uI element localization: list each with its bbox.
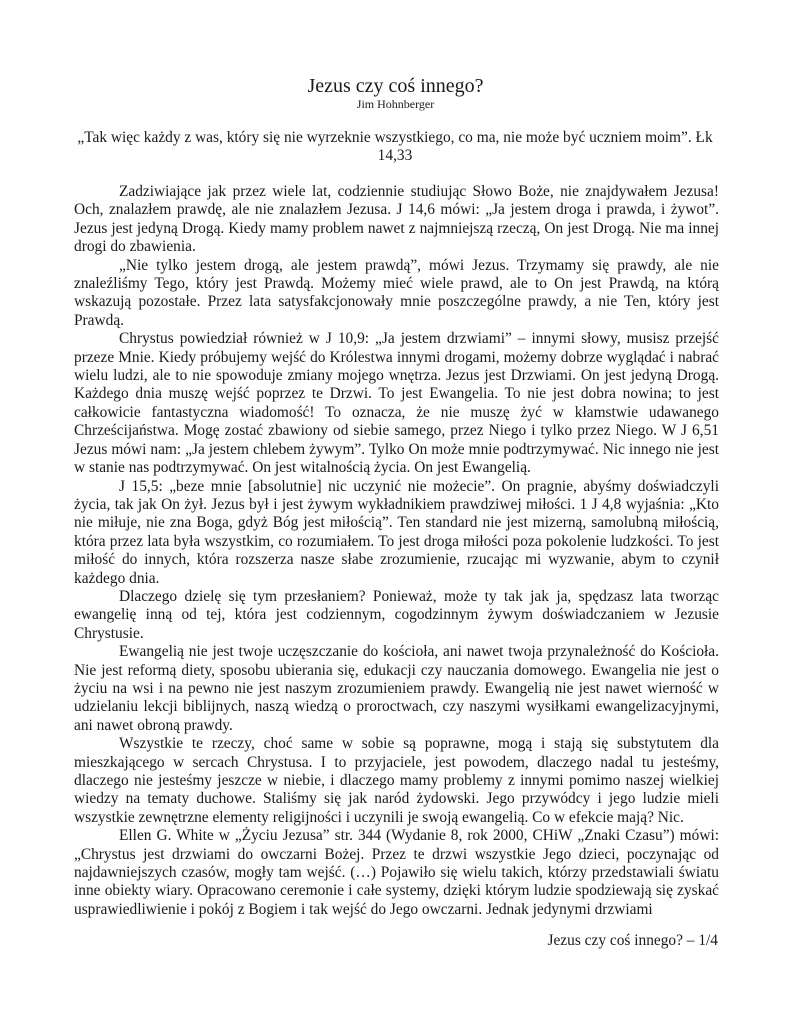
document-author: Jim Hohnberger bbox=[356, 97, 435, 111]
body-paragraph: Ellen G. White w „Życiu Jezusa” str. 344 (Wydanie 8, rok 2000, CHiW „Znaki Czasu”) mówi: „Chrystus jest drzwiami do owczarni Bożej. Przez te drzwi wszystkie Jego dzieci, poczynając od najdawniejszych czasów, mogły tam wejść. (…) Pojawiło się wielu takich, którzy przedstawiali światu inne obiekty wiary. Opracowano ceremonie i całe systemy, dzięki którym ludzie spodziewają się zyskać usprawiedliwienie i pokój z Bogiem i tak wejść do Jego owczarni. Jednak jedynymi drzwiami bbox=[74, 827, 719, 918]
body-paragraph: Ewangelią nie jest twoje uczęszczanie do kościoła, ani nawet twoja przynależność do Kościoła. Nie jest reformą diety, sposobu ubierania się, edukacji czy nauczania domowego. Ewangelia nie jest o życiu na wsi i na pewno nie jest naszym zrozumieniem prawdy. Ewangelią nie jest nawet wierność w udzielaniu lekcji biblijnych, naszą wiedzą o proroctwach, czy naszymi wysiłkami ewangelizacyjnymi, ani nawet obroną prawdy. bbox=[74, 643, 719, 734]
body-paragraph: „Nie tylko jestem drogą, ale jestem prawdą”, mówi Jezus. Trzymamy się prawdy, ale nie znaleźliśmy Tego, który jest Prawdą. Możemy mieć wiele prawd, ale to On jest Prawdą, na którą wskazują pozostałe. Przez lata satysfakcjonowały mnie poszczególne prawdy, a nie Ten, który jest Prawdą. bbox=[74, 256, 719, 329]
document-title: Jezus czy coś innego? bbox=[307, 75, 484, 97]
body-paragraph: Chrystus powiedział również w J 10,9: „Ja jestem drzwiami” – innymi słowy, musisz przejść przeze Mnie. Kiedy próbujemy wejść do Królestwa innymi drogami, możemy dobrze wyglądać i nabrać wielu ludzi, ale to nie spowoduje zmiany mojego wnętrza. Jezus jest Drzwiami. On jest jedyną Drogą. Każdego dnia muszę wejść poprzez te Drzwi. To jest Ewangelia. To nie jest dobra nowina; to jest całkowicie fantastyczna wiadomość! To oznacza, że nie muszę żyć w kłamstwie udawanego Chrześcijaństwa. Mogę zostać zbawiony od siebie samego, przez Niego i tylko przez Niego. W J 6,51 Jezus mówi nam: „Ja jestem chlebem żywym”. Tylko On może mnie podtrzymywać. Nic innego nie jest w stanie nas podtrzymywać. On jest witalnością życia. On jest Ewangelią. bbox=[74, 330, 719, 477]
page-footer: Jezus czy coś innego? – 1/4 bbox=[547, 932, 718, 949]
body-paragraph: Wszystkie te rzeczy, choć same w sobie są poprawne, mogą i stają się substytutem dla mieszkającego w sercach Chrystusa. I to przyjaciele, jest powodem, dlaczego nadal tu jesteśmy, dlaczego nie jesteśmy jeszcze w niebie, i dlaczego mamy problemy z innymi pomimo naszej wielkiej wiedzy na tematy duchowe. Staliśmy się jak naród żydowski. Jego przywódcy i jego ludzie mieli wszystkie zewnętrzne elementy religijności i uczynili je swoją ewangelią. Co w efekcie mają? Nic. bbox=[74, 735, 719, 826]
body-paragraph: J 15,5: „beze mnie [absolutnie] nic uczynić nie możecie”. On pragnie, abyśmy doświadczyli życia, tak jak On żył. Jezus był i jest żywym wykładnikiem prawdziwej miłości. 1 J 4,8 wyjaśnia: „Kto nie miłuje, nie zna Boga, gdyż Bóg jest miłością”. Ten standard nie jest mizerną, samolubną miłością, która przez lata była wszystkim, co rozumiałem. To jest droga miłości poza pokolenie ludzkości. To jest miłość do innych, która rozszerza nasze słabe zrozumienie, rzucając mi wyzwanie, abym to czynił każdego dnia. bbox=[74, 477, 719, 587]
body-paragraph: Zadziwiające jak przez wiele lat, codziennie studiując Słowo Boże, nie znajdywałem Jezusa! Och, znalazłem prawdę, ale nie znalazłem Jezusa. J 14,6 mówi: „Ja jestem droga i prawda, i żywot”. Jezus jest jedyną Drogą. Kiedy mamy problem nawet z najmniejszą rzeczą, On jest Drogą. Nie ma innej drogi do zbawienia. bbox=[74, 183, 719, 256]
document-body bbox=[74, 183, 719, 919]
epigraph-quote: „Tak więc każdy z was, który się nie wyrzeknie wszystkiego, co ma, nie może być uczniem moim”. Łk 14,33 bbox=[77, 129, 713, 165]
body-paragraph: Dlaczego dzielę się tym przesłaniem? Ponieważ, może ty tak jak ja, spędzasz lata tworząc ewangelię inną od tej, która jest codziennym, cogodzinnym żywym doświadczaniem w Jezusie Chrystusie. bbox=[74, 587, 719, 642]
